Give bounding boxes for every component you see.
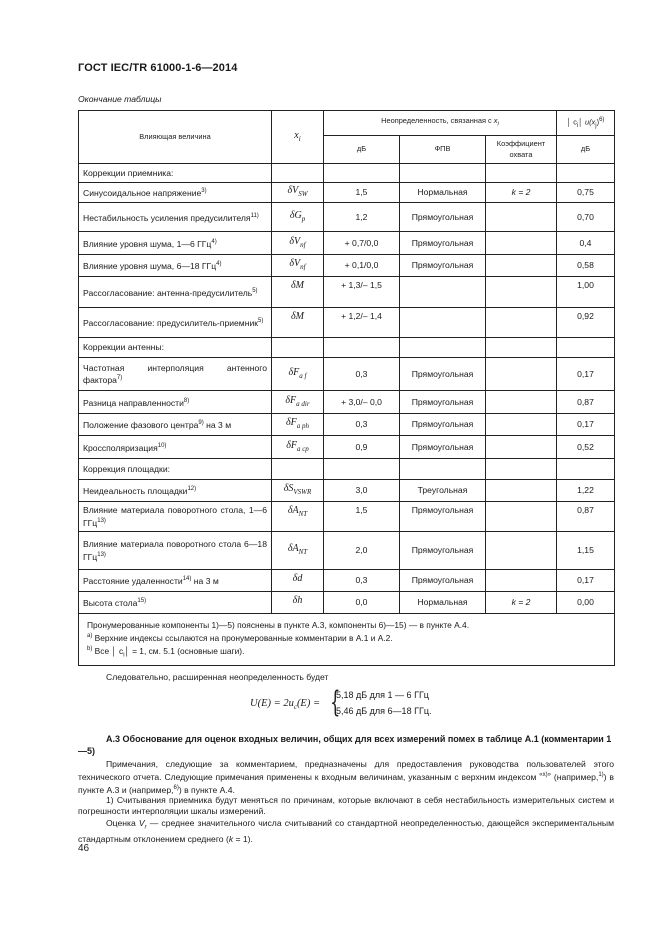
row-name: Синусоидальное напряжение$^{3)}$ [79, 183, 272, 203]
header-influence: Влияющая величина [79, 111, 272, 164]
table-row: Высота стола$^{15)}$ δh 0,0 Нормальная k = 2 0,00 [79, 592, 615, 614]
formula-expanded-uncertainty: $U(E) = 2u_c(E)$ = { 5,18 дБ для 1 — 6 ГГц 5,46 дБ для 6—18 ГГц. [250, 685, 432, 719]
row-name: Неидеальность площадки$^{12)}$ [79, 480, 272, 502]
header-pdf: ФПВ [400, 136, 486, 164]
row-name: Кроссполяризация$^{10)}$ [79, 436, 272, 459]
row-name: Расстояние удаленности$^{14)}$ на 3 м [79, 570, 272, 592]
formula-line-2: 5,46 дБ для 6—18 ГГц. [336, 706, 432, 716]
paragraph-notes-intro: Примечания, следующие за комментарием, предназначены для предоставления руководства пользователей этого технического отчета. Следующие примечания применены к входным величинам, указанным с верхним индексом $^{«x)»}$ (например,$^{1)}$) в пункте А.3 и (например,$^{6)}$) в пункте А.4. [78, 759, 614, 795]
document-header: ГОСТ IEC/TR 61000-1-6—2014 [78, 62, 238, 74]
table-row: Рассогласование: антенна-предусилитель$^{5)}$ δM + 1,3/– 1,5 1,00 [79, 277, 615, 308]
row-name: Рассогласование: предусилитель-приемник$^{5)}$ [79, 308, 272, 338]
header-coverage: Коэффициент охвата [486, 136, 557, 164]
header-db2: дБ [557, 136, 615, 164]
formula-line-1: 5,18 дБ для 1 — 6 ГГц [336, 690, 429, 700]
table-row: Синусоидальное напряжение$^{3)}$ $\delta V_{SW}$ 1,5 Нормальная k = 2 0,75 [79, 183, 615, 203]
row-name: Высота стола$^{15)}$ [79, 592, 272, 614]
paragraph-consequently: Следовательно, расширенная неопределенность будет [106, 672, 329, 682]
header-db: дБ [324, 136, 400, 164]
group-receiver: Коррекции приемника: [79, 164, 272, 183]
table-row: Влияние уровня шума, 6—18 ГГц$^{4)}$ $\delta V_{nf}$ + 0,1/0,0 Прямоугольная 0,58 [79, 255, 615, 277]
table-row: Кроссполяризация$^{10)}$ $\delta F_{a cp}$ 0,9 Прямоугольная 0,52 [79, 436, 615, 459]
row-name: Рассогласование: антенна-предусилитель$^{5)}$ [79, 277, 272, 308]
table-row: Влияние уровня шума, 1—6 ГГц$^{4)}$ $\delta V_{nf}$ + 0,7/0,0 Прямоугольная 0,4 [79, 232, 615, 255]
table-row: Расстояние удаленности$^{14)}$ на 3 м δd 0,3 Прямоугольная 0,17 [79, 570, 615, 592]
header-cu: │ $c_i│$ $u(x_j)^{6)}$ [557, 111, 615, 136]
table-row: Неидеальность площадки$^{12)}$ $\delta S_{VSWR}$ 3,0 Треугольная 1,22 [79, 480, 615, 502]
group-antenna: Коррекции антенны: [79, 338, 272, 358]
row-name: Частотная интерполяция антенного фактора$^{7)}$ [79, 358, 272, 391]
row-name: Влияние материала поворотного стола 6—18 ГГц$^{13)}$ [79, 532, 272, 570]
note-line-3: $^{b)}$ Все │ $c_i│ = 1$, см. 5.1 (основные шаги). [87, 645, 245, 659]
row-name: Положение фазового центра$^{9)}$ на 3 м [79, 414, 272, 436]
note-line-1: Пронумерованные компоненты 1)—5) пояснены в пункте А.3, компоненты 6)—15) — в пункте А.4. [87, 620, 470, 630]
row-name: Нестабильность усиления предусилителя$^{11)}$ [79, 203, 272, 232]
table-row: Влияние материала поворотного стола, 1—6 ГГц$^{13)}$ $\delta A_{NT}$ 1,5 Прямоугольная 0,87 [79, 502, 615, 532]
group-site: Коррекция площадки: [79, 459, 272, 480]
table-caption: Окончание таблицы [78, 94, 162, 104]
page-number: 46 [78, 843, 90, 854]
header-uncertainty: Неопределенность, связанная с $x_i$ [324, 111, 557, 136]
uncertainty-table [78, 110, 615, 666]
table-row: Разница направленности$^{8)}$ $\delta F_{a dir}$ + 3,0/– 0,0 Прямоугольная 0,87 [79, 391, 615, 414]
row-name: Разница направленности$^{8)}$ [79, 391, 272, 414]
table-row: Влияние материала поворотного стола 6—18 ГГц$^{13)}$ $\delta A_{NT}$ 2,0 Прямоугольная 1,15 [79, 532, 615, 570]
table-row: Частотная интерполяция антенного фактора$^{7)}$ $\delta F_{a f}$ 0,3 Прямоугольная 0,17 [79, 358, 615, 391]
table-row: Рассогласование: предусилитель-приемник$^{5)}$ δM + 1,2/– 1,4 0,92 [79, 308, 615, 338]
table-row: Положение фазового центра$^{9)}$ на 3 м $\delta F_{a ph}$ 0,3 Прямоугольная 0,17 [79, 414, 615, 436]
table-notes [79, 614, 615, 666]
row-name: Влияние уровня шума, 6—18 ГГц$^{4)}$ [79, 255, 272, 277]
header-xi: $x_i$ [272, 111, 324, 164]
row-name: Влияние материала поворотного стола, 1—6 ГГц$^{13)}$ [79, 502, 272, 532]
note-line-2: $^{a)}$ Верхние индексы ссылаются на пронумерованные комментарии в А.1 и А.2. [87, 632, 393, 643]
section-title: А.3 Обоснование для оценок входных величин, общих для всех измерений помех в таблице А.1 (комментарии 1—5) [78, 734, 612, 756]
paragraph-receiver-readings: 1) Считывания приемника будут меняться по причинам, которые включают в себя нестабильность измерительных систем и погрешности интерполяции шкалы измерений. [78, 795, 614, 816]
paragraph-estimate: Оценка $V_r$ — среднее значительного числа считываний со стандартной неопределенностью, дающейся экспериментальным стандартным отклонением среднего (k = 1). [78, 818, 615, 844]
row-name: Влияние уровня шума, 1—6 ГГц$^{4)}$ [79, 232, 272, 255]
table-row: Нестабильность усиления предусилителя$^{11)}$ $\delta G_p$ 1,2 Прямоугольная 0,70 [79, 203, 615, 232]
